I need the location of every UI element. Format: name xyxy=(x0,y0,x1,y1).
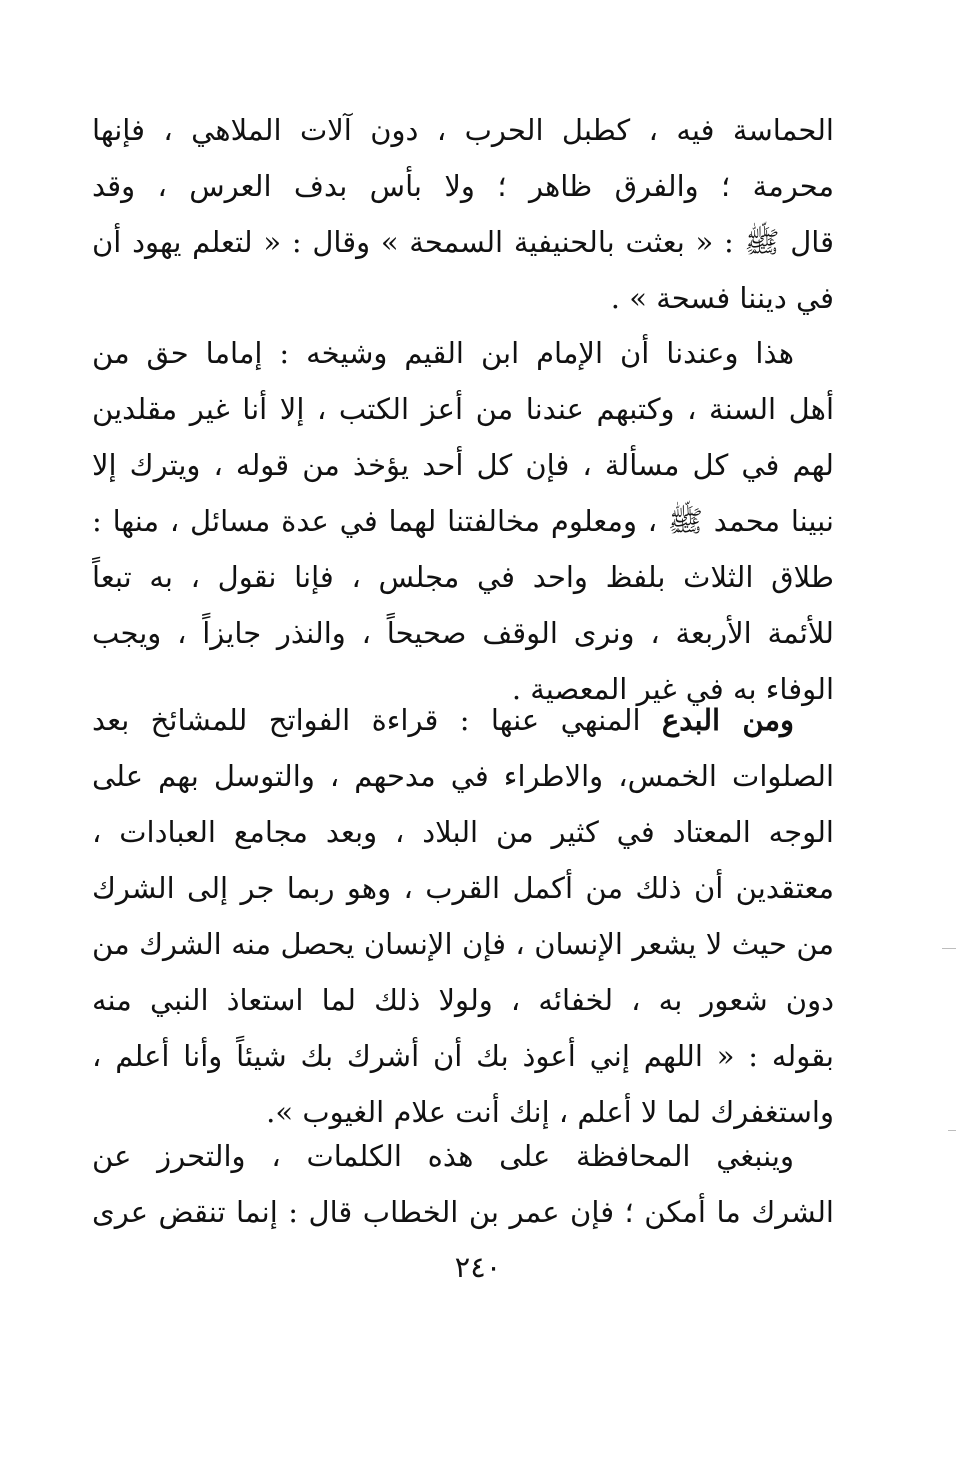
text-line: هذا وعندنا أن الإمام ابن القيم وشيخه : إماما حق من xyxy=(92,336,794,370)
paragraph-1 xyxy=(92,102,834,326)
text-line: في ديننا فسحة » . xyxy=(610,281,834,315)
text-line: نبينا محمد ﷺ ، ومعلوم مخالفتنا لهما في عدة مسائل ، منها : xyxy=(92,504,834,538)
text-line: قال ﷺ : « بعثت بالحنيفية السمحة » وقال : « لتعلم يهود أن xyxy=(92,225,834,259)
text-line: الوجه المعتاد في كثير من البلاد ، وبعد مجامع العبادات ، xyxy=(92,815,834,849)
paragraph-2 xyxy=(92,325,834,717)
scan-edge-mark xyxy=(942,948,956,949)
paragraph-4 xyxy=(92,1128,834,1240)
text-line: الحماسة فيه ، كطبل الحرب ، دون آلات الملاهي ، فإنها xyxy=(92,113,834,147)
text-line: للأئمة الأربعة ، ونرى الوقف صحيحاً ، والنذر جايزاً ، ويجب xyxy=(92,616,834,650)
text-line: أهل السنة ، وكتبهم عندنا من أعز الكتب ، إلا أنا غير مقلدين xyxy=(92,392,834,426)
text-line: محرمة ؛ والفرق ظاهر ؛ ولا بأس بدف العرس ، وقد xyxy=(92,169,834,203)
text-line: معتقدين أن ذلك من أكمل القرب ، وهو ربما جر إلى الشرك xyxy=(92,871,834,905)
text-line: لهم في كل مسألة ، فإن كل أحد يؤخذ من قوله ، ويترك إلا xyxy=(92,448,834,482)
text-line-rest: المنهي عنها : قراءة الفواتح للمشائخ بعد xyxy=(92,703,641,737)
text-line: بقوله : « اللهم إني أعوذ بك أن أشرك بك شيئاً وأنا أعلم ، xyxy=(92,1039,834,1073)
page-number: ٢٤٠ xyxy=(454,1250,502,1284)
scan-edge-mark xyxy=(948,1130,956,1131)
text-line: من حيث لا يشعر الإنسان ، فإن الإنسان يحصل منه الشرك من xyxy=(92,927,834,961)
text-line: الوفاء به في غير المعصية . xyxy=(511,672,834,706)
text-line: وينبغي المحافظة على هذه الكلمات ، والتحرز عن xyxy=(92,1139,794,1173)
section-lead-heading: ومن البدع xyxy=(661,703,794,737)
text-line: طلاق الثلاث بلفظ واحد في مجلس ، فإنا نقول ، به تبعاً xyxy=(92,560,834,594)
text-line: واستغفرك لما لا أعلم ، إنك أنت علام الغيوب ». xyxy=(266,1095,834,1129)
text-line: الشرك ما أمكن ؛ فإن عمر بن الخطاب قال : إنما تنقض عرى xyxy=(92,1195,834,1229)
text-line xyxy=(92,692,834,748)
paragraph-3 xyxy=(92,692,834,1140)
text-line: الصلوات الخمس، والاطراء في مدحهم ، والتوسل بهم على xyxy=(92,759,834,793)
text-line: دون شعور به ، لخفائه ، ولولا ذلك لما استعاذ النبي منه xyxy=(92,983,834,1017)
